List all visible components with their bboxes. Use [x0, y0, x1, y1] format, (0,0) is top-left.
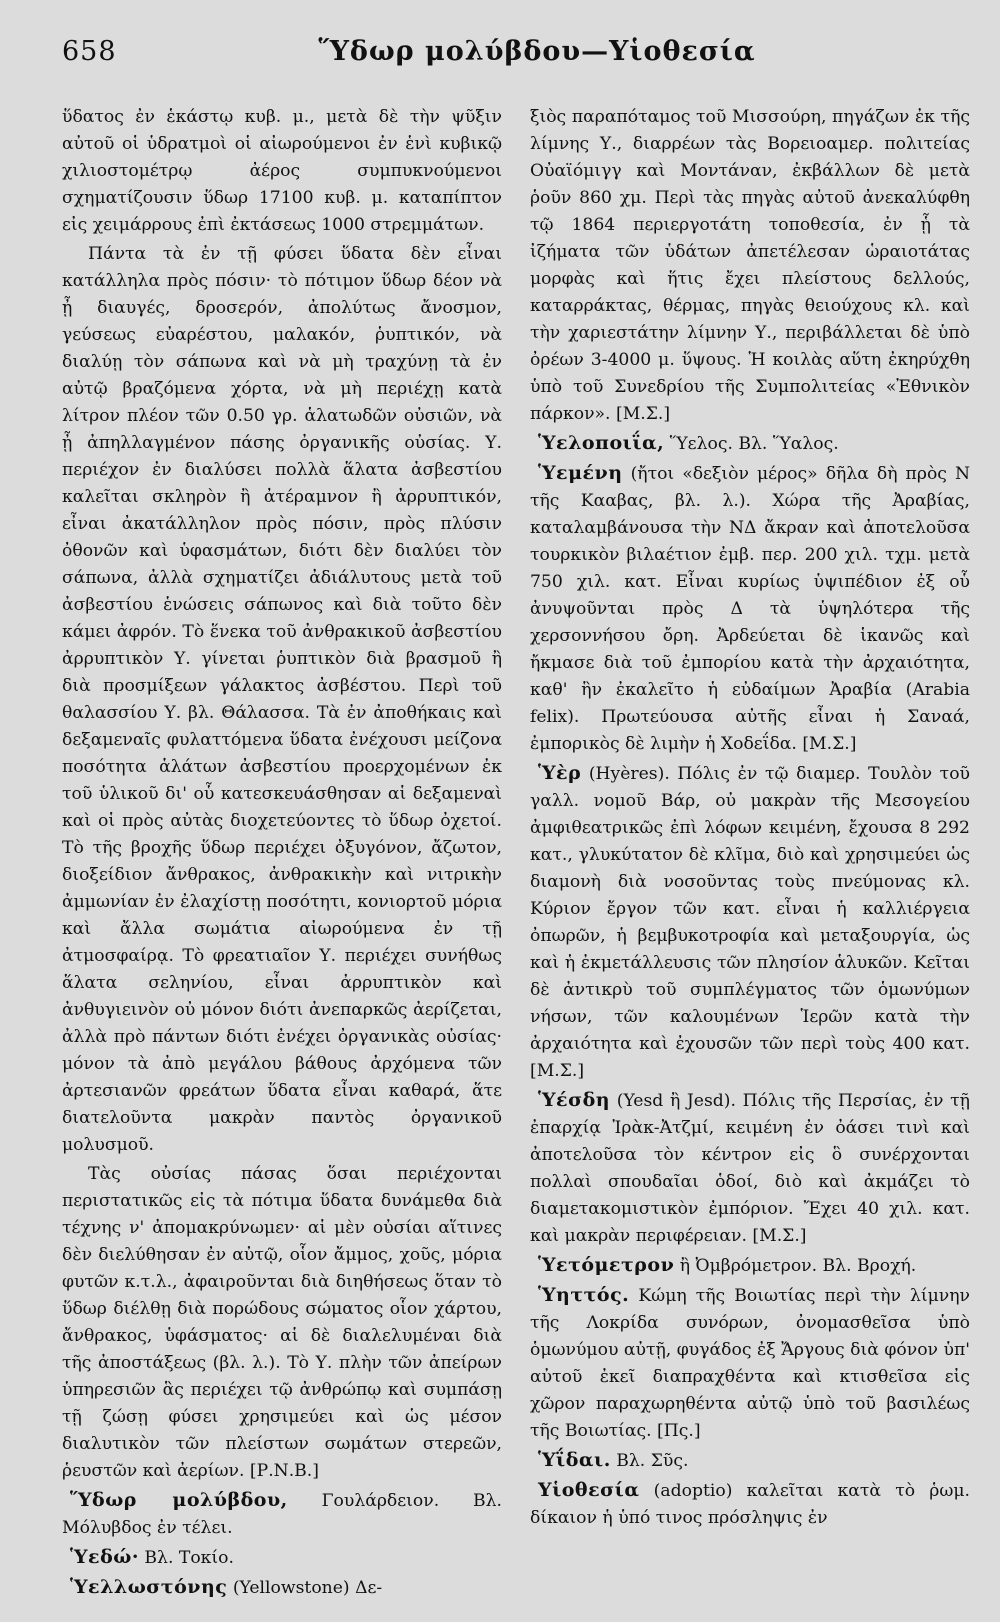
- dictionary-entry: [530, 1087, 970, 1250]
- entry-text: (Hyères). Πόλις ἐν τῷ διαμερ. Τουλὸν τοῦ γαλλ. νομοῦ Βάρ, οὐ μακρὰν τῆς Μεσογείου ἀμφιθεατρικῶς ἐπὶ λόφων κειμένη, ἔχουσα 8 292 κατ., γλυκύτατον δὲ κλῖμα, διὸ καὶ χρησιμεύει ὡς διαμονὴ διὰ νοσοῦντας τοὺς πνεύμονας κλ. Κύριον ἔργον τῶν κατ. εἶναι ἡ καλλιέργεια ὀπωρῶν, ἡ βεμβυκοτροφία καὶ μεταξουργία, ὡς καὶ ἡ ἐκμετάλλευσις τῶν πλησίον ἁλυκῶν. Κεῖται δὲ ἀντικρὺ τοῦ συμπλέγματος τῶν ὁμωνύμων νήσων, τῶν καλουμένων Ἱερῶν κατὰ τὴν ἀρχαιότητα καὶ ἐχουσῶν τῶν περὶ τοὺς 400 κατ. [Μ.Σ.]: [530, 764, 970, 1081]
- entry-headword: Ὑελοποιΐα,: [538, 432, 665, 454]
- entry-paragraph: [62, 1161, 502, 1485]
- running-title: Ὕδωρ μολύβδου—Υἱοθεσία: [318, 36, 756, 67]
- running-head: [62, 36, 972, 76]
- dictionary-entry: [62, 1544, 502, 1572]
- entry-text: (adoptio) καλεῖται κατὰ τὸ ῥωμ. δίκαιον ἡ ὑπό τινος πρόσληψις ἐν: [530, 1481, 970, 1528]
- entry-text: Ὕελος. Βλ. Ὕαλος.: [669, 434, 839, 454]
- dictionary-entry: [530, 1252, 970, 1280]
- dictionary-entry: [530, 1477, 970, 1532]
- entry-text: ἢ Ὀμβρόμετρον. Βλ. Βροχή.: [679, 1256, 917, 1276]
- entry-paragraph: [62, 104, 502, 239]
- entry-paragraph: [530, 104, 970, 428]
- entry-headword: Ὑὲρ: [538, 762, 582, 784]
- text-columns: [62, 104, 972, 1604]
- dictionary-entry: [530, 430, 970, 458]
- dictionary-entry: [530, 760, 970, 1085]
- entry-headword: Ὑετόμετρον: [538, 1254, 675, 1276]
- entry-headword: Ὑηττός.: [538, 1284, 630, 1306]
- entry-headword: Ὑελλωστόνης: [70, 1576, 228, 1598]
- dictionary-entry: [62, 1487, 502, 1542]
- entry-text: (ἤτοι «δεξιὸν μέρος» δῆλα δὴ πρὸς Ν τῆς Κααβας, βλ. λ.). Χώρα τῆς Ἀραβίας, καταλαμβάνουσα τὴν ΝΔ ἄκραν καὶ ἀποτελοῦσα τουρκικὸν βιλαέτιον ἐμβ. περ. 200 χιλ. τχμ. μετὰ 750 χιλ. κατ. Εἶναι κυρίως ὑψιπέδιον ἐξ οὗ ἀνυψοῦνται πρὸς Δ τὰ ὑψηλότερα τῆς χερσοννήσου ὄρη. Ἀρδεύεται δὲ ἱκανῶς καὶ ἤκμασε διὰ τοῦ ἐμπορίου κατὰ τὴν ἀρχαιότητα, καθ' ἣν ἐκαλεῖτο ἡ εὐδαίμων Ἀραβία (Arabia felix). Πρωτεύουσα αὐτῆς εἶναι ἡ Σαναά, ἐμπορικὸς δὲ λιμὴν ἡ Χοδεΐδα. [Μ.Σ.]: [530, 464, 970, 754]
- entry-headword: Ὑεδώ·: [70, 1546, 139, 1568]
- entry-headword: Ὑΐδαι.: [538, 1449, 611, 1471]
- entry-text: Βλ. Τοκίο.: [144, 1548, 234, 1568]
- entry-text: Τὰς οὐσίας πάσας ὅσαι περιέχονται περιστατικῶς εἰς τὰ πότιμα ὕδατα δυνάμεθα διὰ τέχνης ν' ἀπομακρύνωμεν· αἱ μὲν οὐσίαι αἵτινες δὲν διελύθησαν ἐν αὐτῷ, οἷον ἄμμος, χοῦς, μόρια φυτῶν κ.τ.λ., ἀφαιροῦνται διὰ διηθήσεως ὅταν τὸ ὕδωρ διέλθῃ διὰ πορώδους σώματος οἷον χάρτου, ἄνθρακος, ὑφάσματος· αἱ δὲ διαλελυμέναι διὰ τῆς ἀποστάξεως (βλ. λ.). Τὸ Υ. πλὴν τῶν ἀπείρων ὑπηρεσιῶν ἃς περιέχει τῷ ἀνθρώπῳ καὶ συμπάσῃ τῇ ζώσῃ φύσει χρησιμεύει καὶ ὡς μέσον διαλυτικὸν τῶν πλείστων σωμάτων στερεῶν, ῥευστῶν καὶ ἀερίων. [Ρ.Ν.Β.]: [62, 1164, 502, 1481]
- entry-text: Βλ. Σῦς.: [616, 1451, 689, 1471]
- entry-text: Γουλάρδειον. Βλ. Μόλυβδος ἐν τέλει.: [62, 1491, 503, 1538]
- dictionary-entry: [530, 1447, 970, 1475]
- entry-text: (Yellowstone) Δε-: [232, 1578, 383, 1598]
- entry-headword: Ὕδωρ μολύβδου,: [70, 1489, 288, 1511]
- page-number: 658: [62, 36, 117, 67]
- entry-text: Κώμη τῆς Βοιωτίας περὶ τὴν λίμνην τῆς Λοκρίδα συνόρων, ὀνομασθεῖσα ὑπὸ ὁμωνύμου αὐτῇ, φυγάδος ἐξ Ἄργους διὰ φόνον ὑπ' αὐτοῦ ἐκεῖ διαπραχθέντα καὶ κτισθεῖσα εἰς χῶρον παραχωρηθέντα αὐτῷ ὑπὸ τοῦ βασιλέως τῆς Βοιωτίας. [Πς.]: [530, 1286, 970, 1441]
- entry-text: (Yesd ἢ Jesd). Πόλις τῆς Περσίας, ἐν τῇ ἐπαρχίᾳ Ἰρὰκ-Ἀτζμί, κειμένη ἐν ὀάσει τινὶ καὶ ἀποτελοῦσα τὸν κέντρον εἰς ὃ συνέρχονται πολλαὶ σπουδαῖαι ὁδοί, διὸ καὶ ἀκμάζει τὸ διαμετακομιστικὸν ἐμπόριον. Ἔχει 40 χιλ. κατ. καὶ μακρὰν περιφέρειαν. [Μ.Σ.]: [530, 1091, 970, 1246]
- entry-headword: Ὑέσδη: [538, 1089, 611, 1111]
- dictionary-entry: [62, 1574, 502, 1602]
- entry-paragraph: [62, 241, 502, 1159]
- right-column: [530, 104, 970, 1604]
- entry-headword: Ὑεμένη: [538, 462, 623, 484]
- entry-text: ξιὸς παραπόταμος τοῦ Μισσούρη, πηγάζων ἐκ τῆς λίμνης Υ., διαρρέων τὰς Βορειοαμερ. πολιτείας Οὐαϊόμιγγ καὶ Μοντάναν, ἐκβάλλων δὲ μετὰ ῥοῦν 860 χμ. Περὶ τὰς πηγὰς αὐτοῦ ἀνεκαλύφθη τῷ 1864 περιεργοτάτη τοποθεσία, ἐν ᾗ τὰ ἰζήματα τῶν ὑδάτων ἀπετέλεσαν ὡραιοτάτας μορφὰς καὶ ἥτις ἔχει πλείστους δελλούς, καταρράκτας, θέρμας, πηγὰς θειούχους κλ. καὶ τὴν χαριεστάτην λίμνην Υ., περιβάλλεται δὲ ὑπὸ ὀρέων 3-4000 μ. ὕψους. Ἡ κοιλὰς αὕτη ἐκηρύχθη ὑπὸ τοῦ Συνεδρίου τῆς Συμπολιτείας «Ἐθνικὸν πάρκον». [Μ.Σ.]: [530, 107, 970, 424]
- entry-text: Πάντα τὰ ἐν τῇ φύσει ὕδατα δὲν εἶναι κατάλληλα πρὸς πόσιν· τὸ πότιμον ὕδωρ δέον νὰ ᾖ διαυγές, δροσερόν, ἀπολύτως ἄνοσμον, γεύσεως εὐαρέστου, μαλακόν, ῥυπτικόν, νὰ διαλύῃ τὸν σάπωνα καὶ νὰ μὴ τραχύνῃ τὰ ἐν αὐτῷ βραζόμενα χόρτα, νὰ μὴ περιέχῃ κατὰ λίτρον πλέον τῶν 0.50 γρ. ἁλατωδῶν οὐσιῶν, νὰ ᾖ ἀπηλλαγμένον πάσης ὀργανικῆς οὐσίας. Υ. περιέχον ἐν διαλύσει πολλὰ ἅλατα ἀσβεστίου καλεῖται σκληρὸν ἢ ἀτέραμνον ἢ ἀρρυπτικόν, εἶναι ἀκατάλληλον πρὸς πόσιν, πρὸς πλύσιν ὀθονῶν καὶ ὑφασμάτων, διότι δὲν διαλύει τὸν σάπωνα, ἀλλὰ σχηματίζει ἀδιάλυτους μετὰ τοῦ ἀσβεστίου ἑνώσεις σάπωνος καὶ διὰ τοῦτο δὲν κάμει ἀφρόν. Τὸ ἕνεκα τοῦ ἀνθρακικοῦ ἀσβεστίου ἀρρυπτικὸν Υ. γίνεται ῥυπτικὸν διὰ βρασμοῦ ἢ διὰ προσμίξεων γάλακτος ἀσβέστου. Περὶ τοῦ θαλασσίου Υ. βλ. Θάλασσα. Τὰ ἐν ἀποθήκαις καὶ δεξαμεναῖς φυλαττόμενα ὕδατα ἐνέχουσι μείζονα ποσότητα ἁλάτων ἀσβεστίου προερχομένων ἐκ τοῦ ὑλικοῦ δι' οὗ κατεσκευάσθησαν αἱ δεξαμεναὶ καὶ οἱ πρὸς αὐτὰς διοχετεύοντες τὸ ὕδωρ ὀχετοί. Τὸ τῆς βροχῆς ὕδωρ περιέχει ὀξυγόνον, ἄζωτον, διοξείδιον ἄνθρακος, ἀνθρακικὴν καὶ νιτρικὴν ἀμμωνίαν ἐν ἐλαχίστῃ ποσότητι, κονιορτοῦ μόρια καὶ ἄλλα σωμάτια αἰωρούμενα ἐν τῇ ἀτμοσφαίρᾳ. Τὸ φρεατιαῖον Υ. περιέχει συνήθως ἅλατα σεληνίου, εἶναι ἀρρυπτικὸν καὶ ἀνθυγιεινὸν οὐ μόνον διότι ἀνεπαρκῶς ἀερίζεται, ἀλλὰ πρὸ πάντων διότι ἐνέχει ὀργανικὰς οὐσίας· μόνον τὰ ἀπὸ μεγάλου βάθους ἀρχόμενα τῶν ἀρτεσιανῶν φρεάτων ὕδατα εἶναι καθαρά, ἅτε διατελοῦντα μακρὰν παντὸς ὀργανικοῦ μολυσμοῦ.: [62, 244, 502, 1155]
- dictionary-entry: [530, 1282, 970, 1445]
- entry-headword: Υἱοθεσία: [538, 1479, 640, 1501]
- dictionary-entry: [530, 460, 970, 758]
- left-column: [62, 104, 502, 1604]
- entry-text: ὕδατος ἐν ἑκάστῳ κυβ. μ., μετὰ δὲ τὴν ψῦξιν αὐτοῦ οἱ ὑδρατμοὶ οἱ αἰωρούμενοι ἐν ἑνὶ κυβικῷ χιλιοστομέτρῳ ἀέρος συμπυκνούμενοι σχηματίζουσιν ὕδωρ 17100 κυβ. μ. καταπίπτον εἰς χειμάρρους ἐπὶ ἐκτάσεως 1000 στρεμμάτων.: [62, 107, 502, 235]
